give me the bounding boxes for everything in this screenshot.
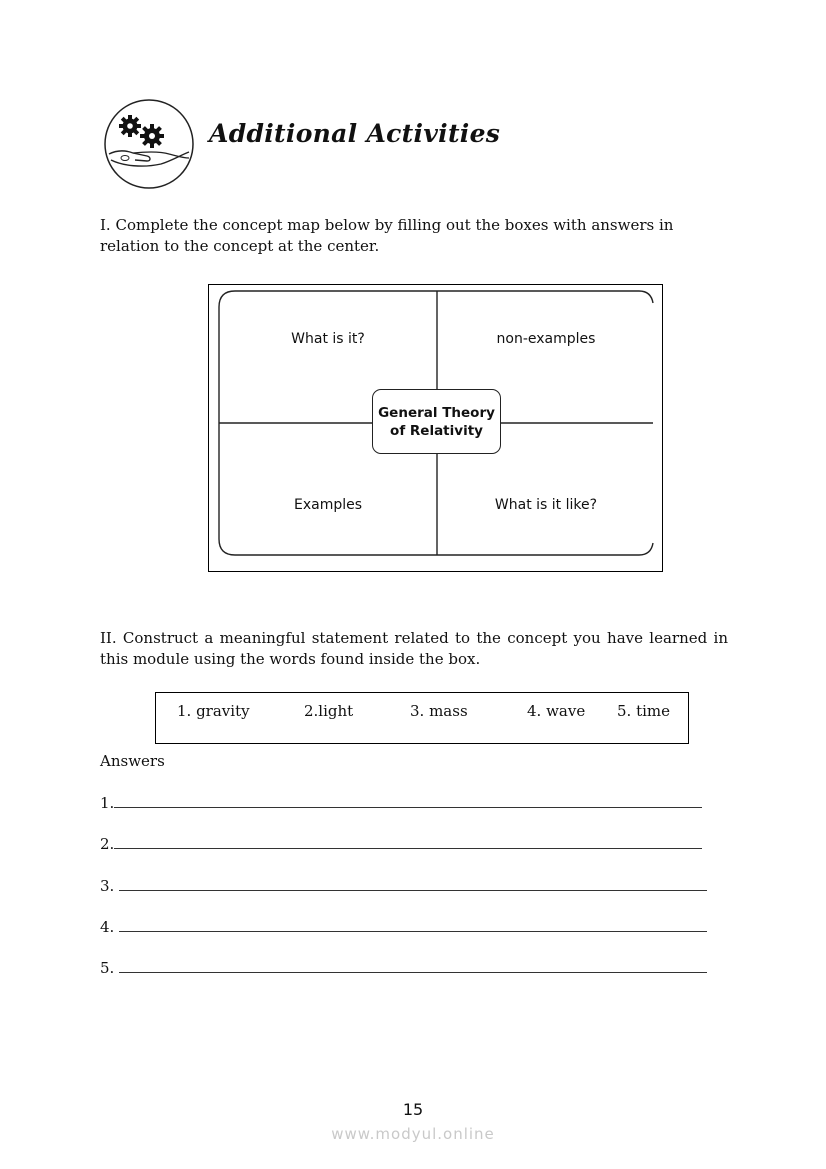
- center-concept-line2: of Relativity: [390, 422, 483, 439]
- word-item: 4. wave: [527, 702, 586, 720]
- word-item: 1. gravity: [177, 702, 250, 720]
- answer-number: 4.: [100, 918, 115, 936]
- answer-number: 3.: [100, 877, 115, 895]
- concept-map-bottom-left: Examples: [293, 497, 363, 513]
- answer-line-5[interactable]: [100, 958, 707, 977]
- page-number: 15: [402, 1100, 424, 1119]
- word-item: 5. time: [617, 702, 671, 720]
- answer-line-2[interactable]: [100, 834, 702, 853]
- gears-in-hand-icon: [103, 98, 195, 190]
- word-item: 2.light: [304, 702, 354, 720]
- concept-map-top-right: non-examples: [496, 331, 596, 347]
- answer-number: 2.: [100, 835, 115, 853]
- part1-instruction: I. Complete the concept map below by filling out the boxes with answers in relation to the concept at the center.: [100, 216, 674, 255]
- concept-map-center: [372, 389, 501, 454]
- answer-line-1[interactable]: [100, 793, 702, 812]
- answer-line-3[interactable]: [100, 876, 707, 895]
- center-concept-line1: General Theory: [378, 404, 495, 421]
- concept-map: [208, 284, 663, 572]
- section-title: Additional Activities: [209, 119, 501, 148]
- concept-map-top-left: What is it?: [291, 331, 365, 347]
- answers-label: Answers: [100, 752, 165, 770]
- word-box: [155, 692, 689, 744]
- word-item: 3. mass: [410, 702, 468, 720]
- part2-instruction: II. Construct a meaningful statement related to the concept you have learned in this module using the words found inside the box.: [100, 629, 728, 668]
- watermark: www.modyul.online: [331, 1125, 495, 1143]
- concept-map-bottom-right: What is it like?: [494, 497, 598, 513]
- answer-number: 1.: [100, 794, 115, 812]
- answer-number: 5.: [100, 959, 115, 977]
- answer-line-4[interactable]: [100, 917, 707, 936]
